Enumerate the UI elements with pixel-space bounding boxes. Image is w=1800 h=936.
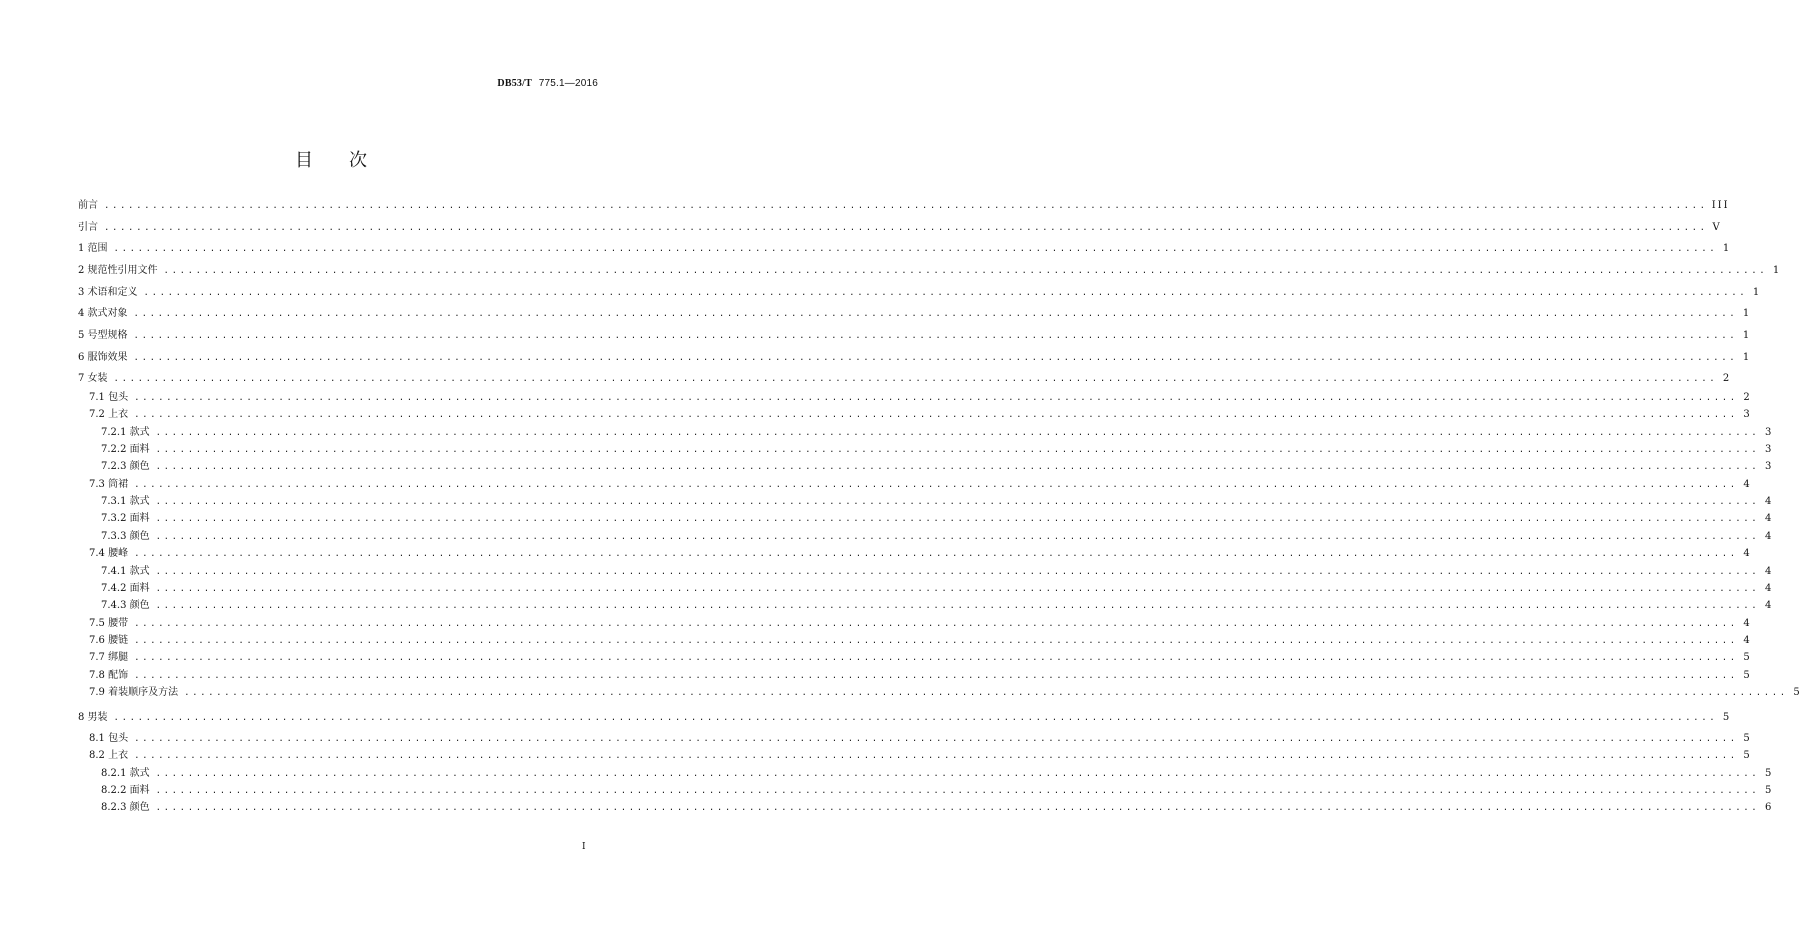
toc-entry-label: 7.2 上衣 bbox=[89, 409, 129, 421]
toc-entry-page: 4 bbox=[1743, 617, 1750, 629]
dot-leader: ........................................................................................................................................................................................................ bbox=[155, 497, 1760, 508]
toc-entry-label: 8.2.1 款式 bbox=[101, 767, 150, 779]
toc-entry[interactable] bbox=[78, 564, 1772, 580]
dot-leader: ........................................................................................................................................................................................................ bbox=[134, 653, 1738, 664]
toc-entry-label: 2 规范性引用文件 bbox=[78, 265, 158, 276]
toc-entry[interactable] bbox=[78, 285, 1760, 301]
toc-entry[interactable] bbox=[78, 390, 1750, 406]
dot-leader: ........................................................................................................................................................................................................ bbox=[155, 427, 1760, 438]
toc-entry-label: 引言 bbox=[78, 222, 98, 233]
toc-entry-label: 8.1 包头 bbox=[89, 733, 129, 744]
toc-entry[interactable] bbox=[78, 748, 1750, 764]
toc-entry-label: 7.8 配饰 bbox=[89, 669, 129, 681]
dot-leader: ........................................................................................................................................................................................................ bbox=[155, 768, 1760, 779]
toc-entry-label: 7.3.1 款式 bbox=[101, 496, 150, 508]
toc-entry-label: 1 范围 bbox=[78, 243, 108, 254]
toc-entry-page: 5 bbox=[1743, 652, 1750, 664]
page-title: 目次 bbox=[295, 150, 403, 171]
toc-entry-label: 4 款式对象 bbox=[78, 308, 128, 319]
dot-leader: ........................................................................................................................................................................................................ bbox=[134, 410, 1738, 421]
toc-entry[interactable] bbox=[78, 710, 1730, 726]
toc-entry-page: 4 bbox=[1764, 513, 1772, 525]
toc-entry[interactable] bbox=[78, 328, 1750, 344]
toc-entry-page: 4 bbox=[1764, 600, 1772, 612]
dot-leader: ........................................................................................................................................................................................................ bbox=[155, 601, 1760, 612]
toc-entry-page: 3 bbox=[1764, 461, 1772, 473]
toc-entry-label: 7.5 腰带 bbox=[89, 617, 129, 629]
toc-entry-label: 7.4.3 颜色 bbox=[101, 600, 150, 612]
toc-entry-page: 4 bbox=[1764, 530, 1772, 542]
toc-entry[interactable] bbox=[78, 241, 1730, 257]
toc-entry-page: 3 bbox=[1764, 444, 1772, 456]
toc-entry[interactable] bbox=[78, 371, 1730, 387]
toc-entry[interactable] bbox=[78, 685, 1800, 701]
toc-entry[interactable] bbox=[78, 731, 1750, 747]
dot-leader: ........................................................................................................................................................................................................ bbox=[155, 514, 1760, 525]
toc-entry-page: 4 bbox=[1764, 496, 1772, 508]
toc-entry-label: 6 服饰效果 bbox=[78, 352, 128, 363]
dot-leader: ........................................................................................................................................................................................................ bbox=[155, 786, 1760, 797]
toc-entry-page: 1 bbox=[1752, 287, 1760, 298]
dot-leader: ........................................................................................................................................................................................................ bbox=[134, 479, 1738, 490]
toc-entry[interactable] bbox=[78, 494, 1772, 510]
toc-entry-page: 4 bbox=[1743, 548, 1750, 560]
toc-entry[interactable] bbox=[78, 616, 1750, 632]
toc-entry-page: 5 bbox=[1743, 669, 1750, 681]
dot-leader: ........................................................................................................................................................................................................ bbox=[134, 635, 1738, 646]
dot-leader: ........................................................................................................................................................................................................ bbox=[133, 353, 1738, 363]
toc-entry-label: 7.4.1 款式 bbox=[101, 565, 150, 577]
toc-entry-page: 4 bbox=[1764, 565, 1772, 577]
document-code bbox=[497, 78, 598, 89]
toc-entry-page: 4 bbox=[1743, 478, 1750, 490]
dot-leader: ........................................................................................................................................................................................................ bbox=[155, 462, 1760, 473]
toc-entry-label: 5 号型规格 bbox=[78, 330, 128, 341]
toc-entry-page: 1 bbox=[1742, 330, 1750, 341]
toc-entry[interactable] bbox=[78, 425, 1772, 441]
toc-entry[interactable] bbox=[78, 633, 1750, 649]
toc-entry[interactable] bbox=[78, 546, 1750, 562]
toc-entry[interactable] bbox=[78, 459, 1772, 475]
dot-leader: ........................................................................................................................................................................................................ bbox=[163, 266, 1768, 276]
toc-entry-page: 5 bbox=[1722, 712, 1730, 723]
toc-entry-label: 8.2.3 颜色 bbox=[101, 802, 150, 814]
toc-entry[interactable] bbox=[78, 581, 1772, 597]
toc-entry[interactable] bbox=[78, 442, 1772, 458]
toc-entry-page: 1 bbox=[1772, 265, 1780, 276]
toc-entry[interactable] bbox=[78, 668, 1750, 684]
toc-entry-page: 1 bbox=[1742, 308, 1750, 319]
dot-leader: ........................................................................................................................................................................................................ bbox=[113, 713, 1718, 723]
dot-leader: ........................................................................................................................................................................................................ bbox=[113, 374, 1718, 384]
toc-entry-page: 6 bbox=[1764, 802, 1772, 814]
toc-entry-label: 8 男装 bbox=[78, 712, 108, 723]
toc-entry-label: 7.2.3 颜色 bbox=[101, 461, 150, 473]
dot-leader: ........................................................................................................................................................................................................ bbox=[134, 618, 1738, 629]
toc-entry-page: 5 bbox=[1743, 733, 1750, 744]
dot-leader: ........................................................................................................................................................................................................ bbox=[134, 549, 1738, 560]
toc-entry[interactable] bbox=[78, 598, 1772, 614]
toc-entry[interactable] bbox=[78, 350, 1750, 366]
toc-entry-label: 8.2 上衣 bbox=[89, 750, 129, 762]
dot-leader: ........................................................................................................................................................................................................ bbox=[155, 583, 1760, 594]
toc-entry[interactable] bbox=[78, 198, 1730, 214]
toc-entry[interactable] bbox=[78, 477, 1750, 493]
toc-entry[interactable] bbox=[78, 511, 1772, 527]
toc-entry-label: 7.3.3 颜色 bbox=[101, 530, 150, 542]
dot-leader: ........................................................................................................................................................................................................ bbox=[143, 288, 1748, 298]
toc-entry-label: 8.2.2 面料 bbox=[101, 785, 150, 797]
toc-entry-label: 7.3.2 面料 bbox=[101, 513, 150, 525]
page-folio: I bbox=[582, 842, 586, 852]
dot-leader: ........................................................................................................................................................................................................ bbox=[155, 445, 1760, 456]
dot-leader: ........................................................................................................................................................................................................ bbox=[133, 309, 1738, 319]
toc-entry-label: 7 女装 bbox=[78, 373, 108, 384]
toc-entry[interactable] bbox=[78, 263, 1780, 279]
dot-leader: ........................................................................................................................................................................................................ bbox=[104, 223, 1708, 233]
toc-entry-page: 1 bbox=[1742, 352, 1750, 363]
toc-entry-label: 7.6 腰链 bbox=[89, 634, 129, 646]
dot-leader: ........................................................................................................................................................................................................ bbox=[134, 751, 1738, 762]
toc-entry-label: 7.2.2 面料 bbox=[101, 444, 150, 456]
toc-entry-label: 7.4.2 面料 bbox=[101, 582, 150, 594]
dot-leader: ........................................................................................................................................................................................................ bbox=[133, 331, 1738, 341]
dot-leader: ........................................................................................................................................................................................................ bbox=[134, 734, 1738, 744]
toc-entry-label: 3 术语和定义 bbox=[78, 287, 138, 298]
toc-entry-label: 7.3 筒裙 bbox=[89, 478, 129, 490]
toc-entry[interactable] bbox=[78, 650, 1750, 666]
toc-entry[interactable] bbox=[78, 529, 1772, 545]
toc-entry-label: 前言 bbox=[78, 200, 98, 211]
toc-entry-page: III bbox=[1711, 200, 1730, 211]
toc-entry-page: 2 bbox=[1743, 392, 1750, 403]
toc-entry-label: 7.1 包头 bbox=[89, 392, 129, 403]
toc-entry[interactable] bbox=[78, 306, 1750, 322]
dot-leader: ........................................................................................................................................................................................................ bbox=[134, 393, 1738, 403]
dot-leader: ........................................................................................................................................................................................................ bbox=[113, 244, 1718, 254]
toc-entry-label: 7.9 着装顺序及方法 bbox=[89, 686, 179, 698]
toc-entry-page: 4 bbox=[1764, 582, 1772, 594]
toc-entry-label: 7.4 腰峰 bbox=[89, 548, 129, 560]
toc-entry[interactable] bbox=[78, 800, 1772, 816]
toc-entry-label: 7.7 绑腿 bbox=[89, 652, 129, 664]
dot-leader: ........................................................................................................................................................................................................ bbox=[155, 566, 1760, 577]
toc-entry[interactable] bbox=[78, 220, 1720, 236]
toc-entry-page: 5 bbox=[1764, 767, 1772, 779]
toc-entry-page: 5 bbox=[1764, 785, 1772, 797]
dot-leader: ........................................................................................................................................................................................................ bbox=[184, 687, 1788, 698]
dot-leader: ........................................................................................................................................................................................................ bbox=[155, 803, 1760, 814]
toc-entry-page: 5 bbox=[1793, 686, 1800, 698]
toc-entry-page: 3 bbox=[1764, 426, 1772, 438]
toc-entry[interactable] bbox=[78, 783, 1772, 799]
document-code-prefix: DB53/T bbox=[497, 78, 532, 89]
toc-entry-page: 5 bbox=[1743, 750, 1750, 762]
toc-entry-page: 2 bbox=[1722, 373, 1730, 384]
toc-entry[interactable] bbox=[78, 766, 1772, 782]
dot-leader: ........................................................................................................................................................................................................ bbox=[104, 201, 1708, 211]
toc-entry-page: 3 bbox=[1743, 409, 1750, 421]
dot-leader: ........................................................................................................................................................................................................ bbox=[134, 670, 1738, 681]
toc-entry-page: 4 bbox=[1743, 634, 1750, 646]
toc-entry-label: 7.2.1 款式 bbox=[101, 426, 150, 438]
toc-entry[interactable] bbox=[78, 407, 1750, 423]
toc-entry-page: 1 bbox=[1722, 243, 1730, 254]
toc-entry-page: V bbox=[1712, 222, 1720, 233]
dot-leader: ........................................................................................................................................................................................................ bbox=[155, 531, 1760, 542]
document-code-number: 775.1—2016 bbox=[538, 78, 598, 89]
